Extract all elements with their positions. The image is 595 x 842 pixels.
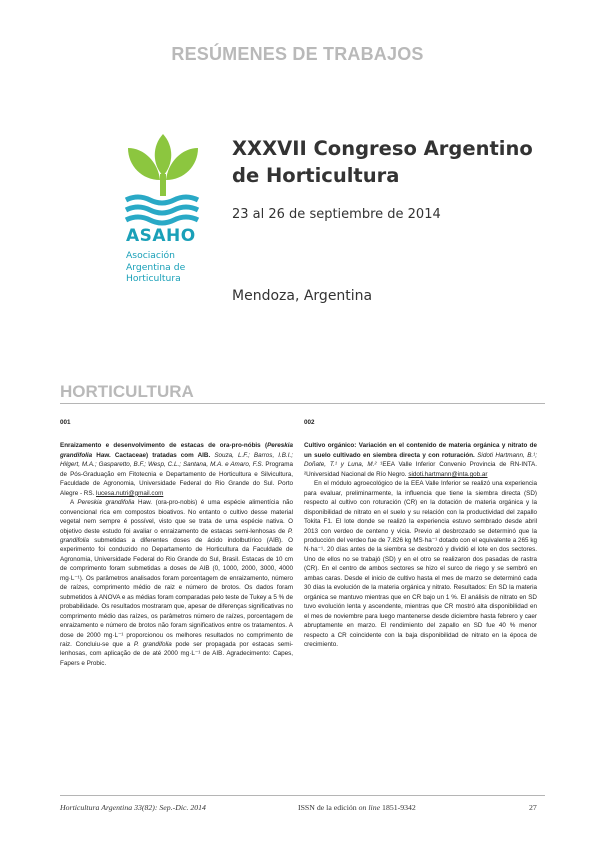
footer-issn <box>298 803 416 812</box>
page-section-header: RESÚMENES DE TRABAJOS <box>171 44 424 64</box>
footer-issn-text: ISSN de la edición <box>298 803 359 812</box>
article-email-link[interactable]: lucesa.nutri@gmail.com <box>96 489 164 497</box>
article-title-text: Enraizamento e desenvolvimento de estacas de ora-pro-nóbis ( <box>60 442 268 450</box>
article-body-text: A <box>70 499 78 507</box>
article-body <box>60 498 293 668</box>
logo-subtitle-line: Horticultura <box>126 273 181 284</box>
logo-subtitle-line: Asociación <box>126 250 175 261</box>
article-authors: Sidoti Hartmann, B.¹; Doñate, T.¹ y Luna, M.² <box>304 451 537 469</box>
congress-title <box>232 135 552 189</box>
article-title-text: Cultivo orgánico: Variación en el contenido de materia orgánica y nitrato de un suelo cultivado en siembra directa y con roturación. <box>304 442 537 459</box>
logo-name: ASAHO <box>126 226 196 246</box>
footer-issn-online: on line <box>358 803 381 812</box>
article-001 <box>60 418 293 668</box>
congress-title-line-1: XXXVII Congreso Argentino <box>232 137 533 160</box>
logo-wave-3 <box>126 217 198 223</box>
article-body-text: Haw. (ora-pro-nobis) é uma espécie alimentícia não convencional rica em compostos bioativos. No entanto o cultivo desse material vegetal nem sempre é possível, visto que se trata de uma espécie nativa. O objetivo deste estudo foi avaliar o enraizamento de estacas semi-lenhosas de <box>60 499 294 535</box>
article-number: 001 <box>60 419 71 426</box>
article-authors: Souza, L.F.; Barros, I.B.I.; Hilgert, M.A.; Gasparetto, B.F.; Wesp, C.L.; Santana, M.A. e Amaro, F.S. <box>60 451 294 469</box>
page-number: 27 <box>529 803 537 812</box>
article-002 <box>304 418 537 649</box>
section-title: HORTICULTURA <box>60 382 194 401</box>
congress-title-line-2: de Horticultura <box>232 164 400 187</box>
logo-wave-1 <box>126 197 198 203</box>
article-title <box>304 441 537 479</box>
footer-journal: Horticultura Argentina 33(82): Sep.-Dic. 2014 <box>60 803 206 812</box>
article-body-species: Pereskia grandifolia <box>77 499 135 507</box>
article-title-species: Pereskia grandifolia <box>60 442 293 459</box>
article-number: 002 <box>304 419 315 426</box>
article-body: En el módulo agroecológico de la EEA Valle Inferior se realizó una experiencia para evaluar, preliminarmente, la influencia que tiene la siembra directa (SD) respecto al cultivo con roturación (CR) en la dotación de materia orgánica y la disponibilidad de nitrato en el suelo y su relación con la productividad del zapallo Tokita F1. El lote donde se realizó la experiencia estuvo sembrado desde abril 2013 con verdeo de centeno y vicia. Previo al desbrozado se determinó que la producción del verdeo fue de 7.826 kg MS·ha⁻¹ dotado con el equivalente a 265 kg N·ha⁻¹. 20 días antes de la siembra se desbrozó y dividió el lote en dos sectores. Uno de ellos no se trabajó (SD) y en el otro se realizaron dos pasadas de rastra (CR). En el centro de ambos sectores se hizo el surco de riego y se sembró en ambas caras. Desde el inicio de cultivo hasta el mes de marzo se determinó cada 30 días la evolución de la materia orgánica y nitrato. Resultados: En SD la materia orgánica se mantuvo mientras que en CR bajo un 1 %. El análisis de nitrato en SD tuvo evolución lenta y ascendente, mientras que CR mostró alta disponibilidad en el mes de noviembre para luego mantenerse desde diciembre hasta febrero y caer abruptamente en marzo. El rendimiento del zapallo en SD fue 40 % menor respecto a CR coincidente con la baja disponibilidad de nitrato en la época de crecimiento. <box>304 480 537 648</box>
article-affiliation: ¹EEA Valle Inferior Convenio Provincia de RN-INTA. ²Universidad Nacional de Río Negro. <box>304 461 537 478</box>
congress-dates: 23 al 26 de septiembre de 2014 <box>232 207 441 222</box>
article-body-species: P. grandifolia <box>133 640 172 648</box>
article-body-text: pode ser propagada por estacas semi-lenhosas, com aplicação de de até 2000 mg·L⁻¹ de AIB. Agradecimento: Capes, Fapers e Probic. <box>60 640 294 667</box>
footer-issn-number: 1851-9342 <box>380 803 416 812</box>
congress-place: Mendoza, Argentina <box>232 288 373 304</box>
article-body-species: P. grandifolia <box>60 527 293 544</box>
article-title-text: Haw. Cactaceae) tratadas com AIB. <box>92 451 211 459</box>
logo-subtitle-line: Argentina de <box>126 261 186 273</box>
logo-wave-2 <box>126 207 198 213</box>
section-divider <box>60 403 545 404</box>
article-body-text: submetidas a diferentes doses de ácido indolbutírico (AIB). O experimento foi conduzido no Departamento de Horticultura da Faculdade de Agronomia, Universidade Federal do Rio Grande do Sul, Brasil. Estacas de 10 cm de comprimento foram submetidas a doses de AIB (0, 1000, 2000, 3000, 4000 mg·L⁻¹). Os parâmetros analisados foram porcentagem de enraizamento, número de raízes, comprimento médio de raiz e número de brotos. Os dados foram submetidos à ANOVA e as médias foram comparadas pelo teste de Tukey a 5 % de probabilidade. Os resultados mostraram que, apesar de diferenças significativas no comprimento médio das raízes, os parâmetros número de raízes, porcentagem de enraizamento e número de brotos não foram significativos entre os tratamentos. A dose de 2000 mg·L⁻¹ proporcionou os melhores resultados no comprimento de raiz. Concluiu-se que a <box>60 536 293 648</box>
article-affiliation: Programa de Pós-Graduação em Fitotecnia e Departamento de Horticultura e Silvicultura, Faculdade de Agronomia, Universidade Federal do Rio Grande do Sul. Porto Alegre - RS. <box>60 461 293 497</box>
article-email-link[interactable]: sidoti.hartmann@inta.gob.ar <box>408 470 488 478</box>
logo-subtitle <box>126 250 185 285</box>
article-title <box>60 441 293 498</box>
footer-divider <box>60 795 545 796</box>
logo-stem <box>160 174 166 196</box>
